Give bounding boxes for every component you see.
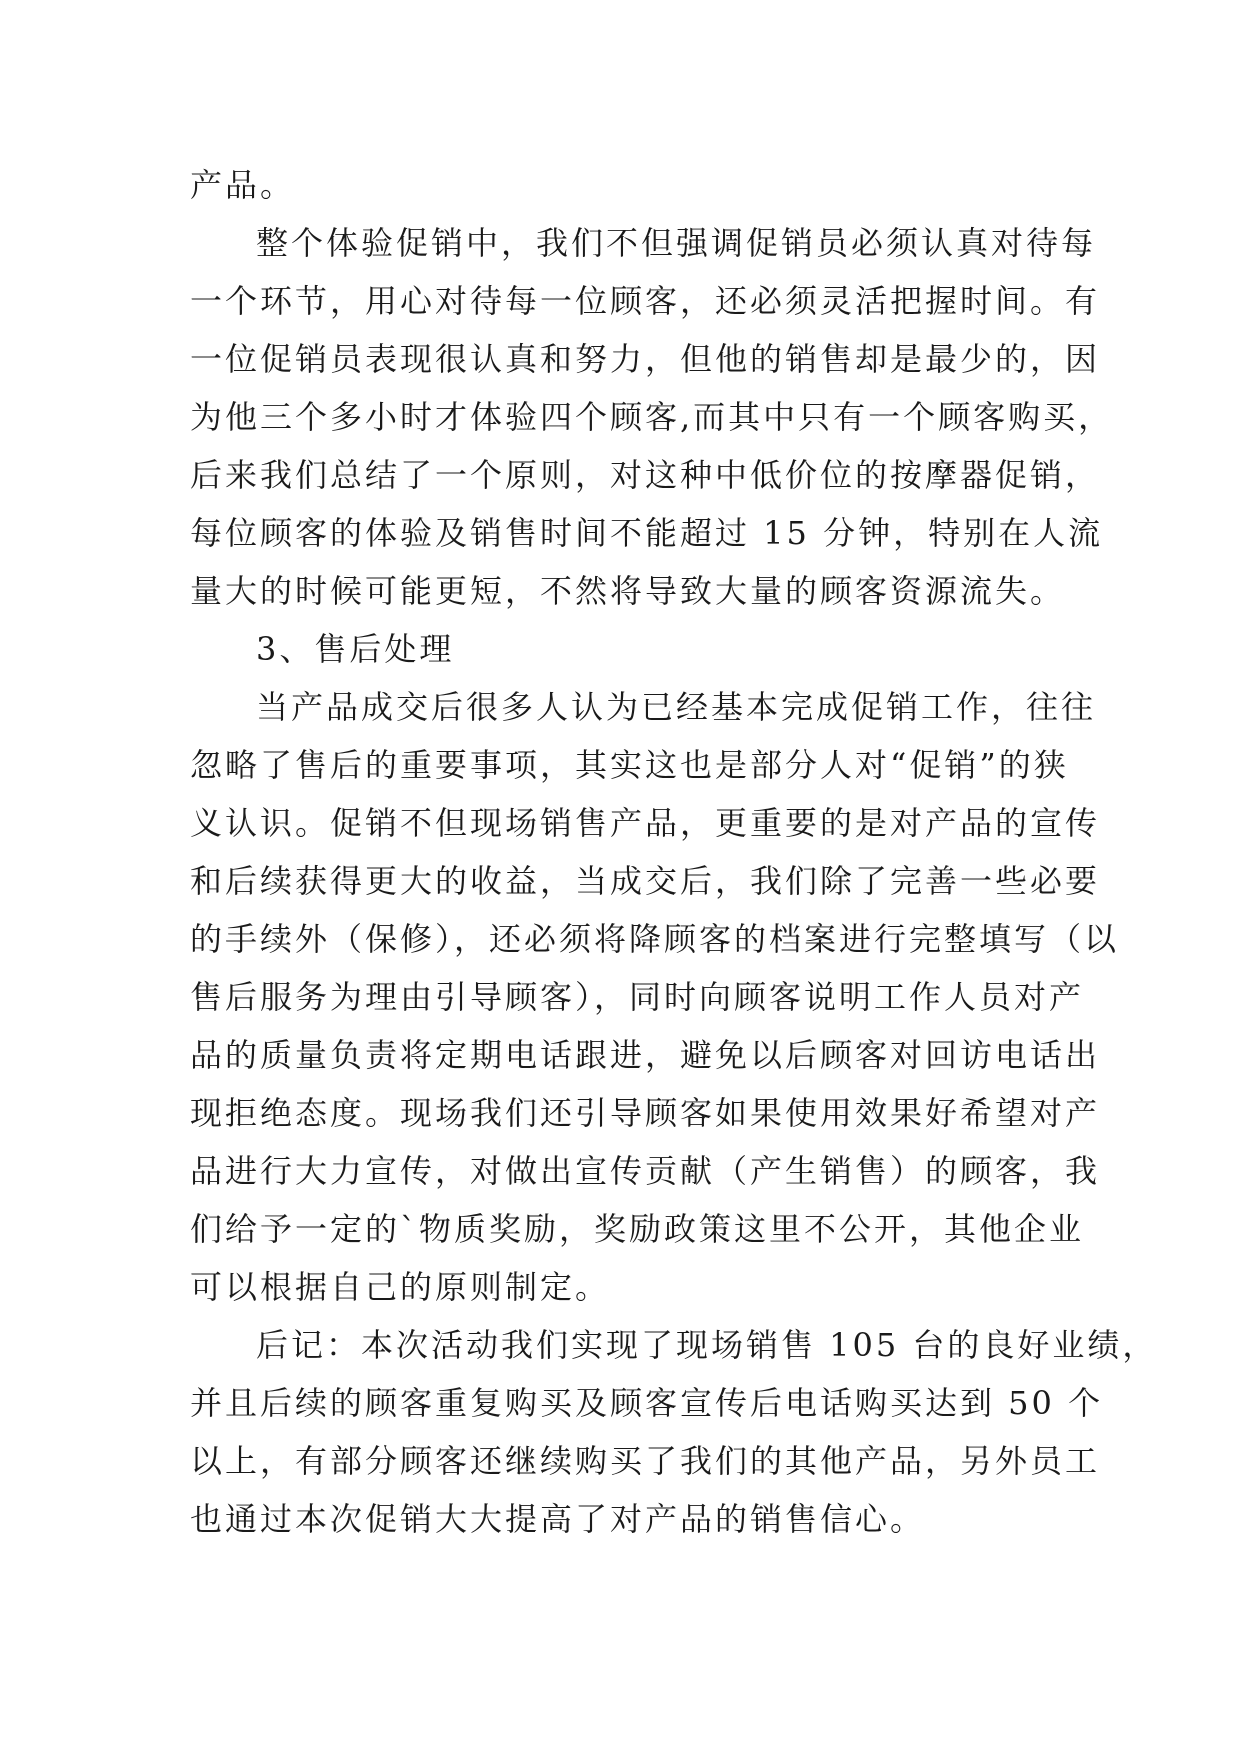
text-line: 量大的时候可能更短，不然将导致大量的顾客资源流失。 <box>190 572 1066 610</box>
text-line: 忽略了售后的重要事项，其实这也是部分人对“促销”的狭 <box>190 746 1069 784</box>
text-line: 品的质量负责将定期电话跟进，避免以后顾客对回访电话出 <box>190 1036 1101 1074</box>
text-line: 们给予一定的`物质奖励，奖励政策这里不公开，其他企业 <box>190 1210 1085 1248</box>
text-line: 和后续获得更大的收益，当成交后，我们除了完善一些必要 <box>190 862 1101 900</box>
paragraph-start: 当产品成交后很多人认为已经基本完成促销工作，往往 <box>256 688 1097 726</box>
text-line: 售后服务为理由引导顾客），同时向顾客说明工作人员对产 <box>190 978 1085 1016</box>
text-line: 以上，有部分顾客还继续购买了我们的其他产品，另外员工 <box>190 1442 1101 1480</box>
text-line: 也通过本次促销大大提高了对产品的销售信心。 <box>190 1500 926 1538</box>
text-line: 义认识。促销不但现场销售产品，更重要的是对产品的宣传 <box>190 804 1101 842</box>
text-line: 为他三个多小时才体验四个顾客,而其中只有一个顾客购买， <box>190 398 1114 436</box>
text-line: 产品。 <box>190 166 296 204</box>
text-line: 品进行大力宣传，对做出宣传贡献（产生销售）的顾客，我 <box>190 1152 1101 1190</box>
text-line: 后来我们总结了一个原则，对这种中低价位的按摩器促销， <box>190 456 1101 494</box>
paragraph-start: 整个体验促销中，我们不但强调促销员必须认真对待每 <box>256 224 1097 262</box>
paragraph-start: 后记：本次活动我们实现了现场销售 105 台的良好业绩， <box>256 1326 1158 1364</box>
section-heading: 3、售后处理 <box>256 630 455 668</box>
text-line: 现拒绝态度。现场我们还引导顾客如果使用效果好希望对产 <box>190 1094 1101 1132</box>
text-line: 的手续外（保修），还必须将降顾客的档案进行完整填写（以 <box>190 920 1120 958</box>
text-line: 一个环节，用心对待每一位顾客，还必须灵活把握时间。有 <box>190 282 1101 320</box>
text-line: 并且后续的顾客重复购买及顾客宣传后电话购买达到 50 个 <box>190 1384 1104 1422</box>
text-line: 每位顾客的体验及销售时间不能超过 15 分钟，特别在人流 <box>190 514 1104 552</box>
text-line: 一位促销员表现很认真和努力，但他的销售却是最少的，因 <box>190 340 1101 378</box>
text-line: 可以根据自己的原则制定。 <box>190 1268 611 1306</box>
